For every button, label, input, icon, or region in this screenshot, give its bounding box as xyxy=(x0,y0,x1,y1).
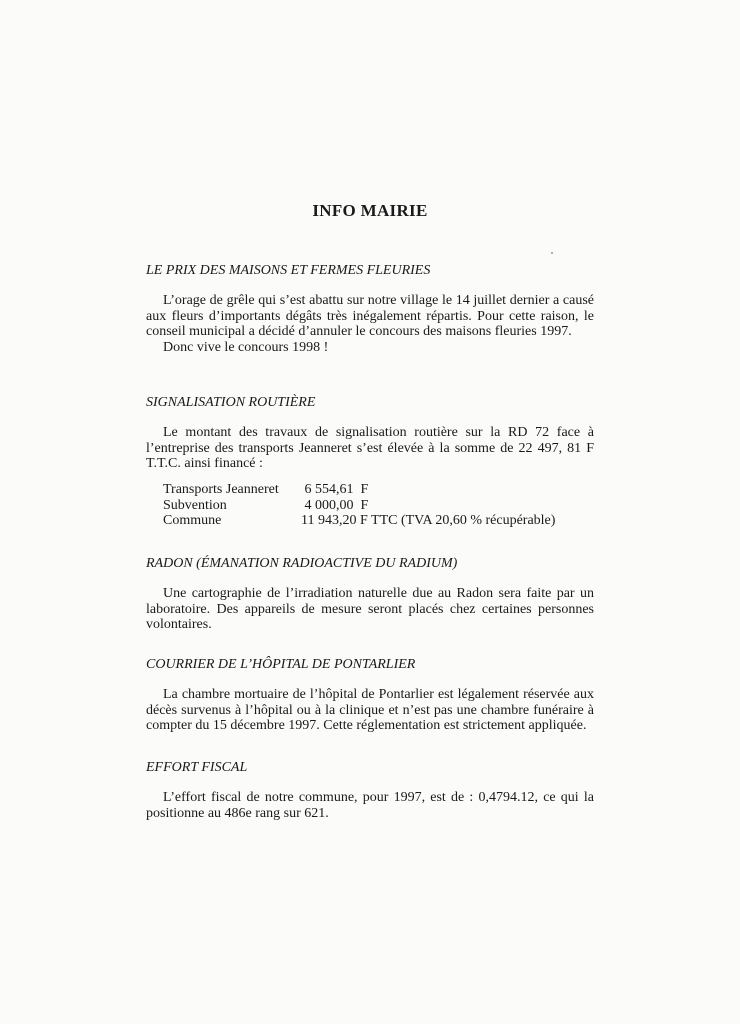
financing-row xyxy=(163,482,555,498)
financing-row xyxy=(163,498,555,514)
section-heading: RADON (ÉMANATION RADIOACTIVE DU RADIUM) xyxy=(146,556,458,571)
section-heading: LE PRIX DES MAISONS ET FERMES FLEURIES xyxy=(146,263,431,278)
financing-value: 6 554,61 F xyxy=(301,482,369,497)
financing-table xyxy=(163,482,555,529)
section-heading: SIGNALISATION ROUTIÈRE xyxy=(146,395,316,410)
paragraph: Une cartographie de l’irradiation naturelle due au Radon sera faite par un laboratoire. Des appareils de mesure seront placés chez certaines personnes volontaires. xyxy=(146,586,594,632)
paragraph: Le montant des travaux de signalisation routière sur la RD 72 face à l’entreprise des transports Jeanneret s’est élevée à la somme de 22 497, 81 F T.T.C. ainsi financé : xyxy=(146,425,594,471)
paragraph: L’effort fiscal de notre commune, pour 1997, est de : 0,4794.12, ce qui la positionne au 486e rang sur 621. xyxy=(146,790,594,821)
financing-label: Transports Jeanneret xyxy=(163,482,279,497)
scan-speck xyxy=(551,252,553,254)
financing-label: Commune xyxy=(163,513,222,528)
financing-label: Subvention xyxy=(163,497,227,513)
page-title: INFO MAIRIE xyxy=(312,201,428,220)
section-radon xyxy=(146,555,594,633)
section-heading: EFFORT FISCAL xyxy=(146,760,248,775)
section-hopital xyxy=(146,656,594,734)
section-effort-fiscal xyxy=(146,759,594,821)
paragraph: L’orage de grêle qui s’est abattu sur notre village le 14 juillet dernier a causé aux fleurs d’importants dégâts très inégalement répartis. Pour cette raison, le conseil municipal a décidé d’annuler le concours des maisons fleuries 1997. xyxy=(146,293,594,339)
financing-value: 11 943,20 F TTC (TVA 20,60 % récupérable) xyxy=(301,513,556,528)
paragraph: Donc vive le concours 1998 ! xyxy=(163,339,329,355)
financing-row xyxy=(163,513,555,529)
section-heading: COURRIER DE L’HÔPITAL DE PONTARLIER xyxy=(146,657,416,672)
financing-value: 4 000,00 F xyxy=(301,497,369,513)
section-maisons-fleuries xyxy=(146,262,594,355)
section-signalisation xyxy=(146,394,594,472)
paragraph: La chambre mortuaire de l’hôpital de Pontarlier est légalement réservée aux décès survenus à l’hôpital ou à la clinique et n’est pas une chambre funéraire à compter du 15 décembre 1997. Cette réglementation est strictement appliquée. xyxy=(146,687,594,733)
